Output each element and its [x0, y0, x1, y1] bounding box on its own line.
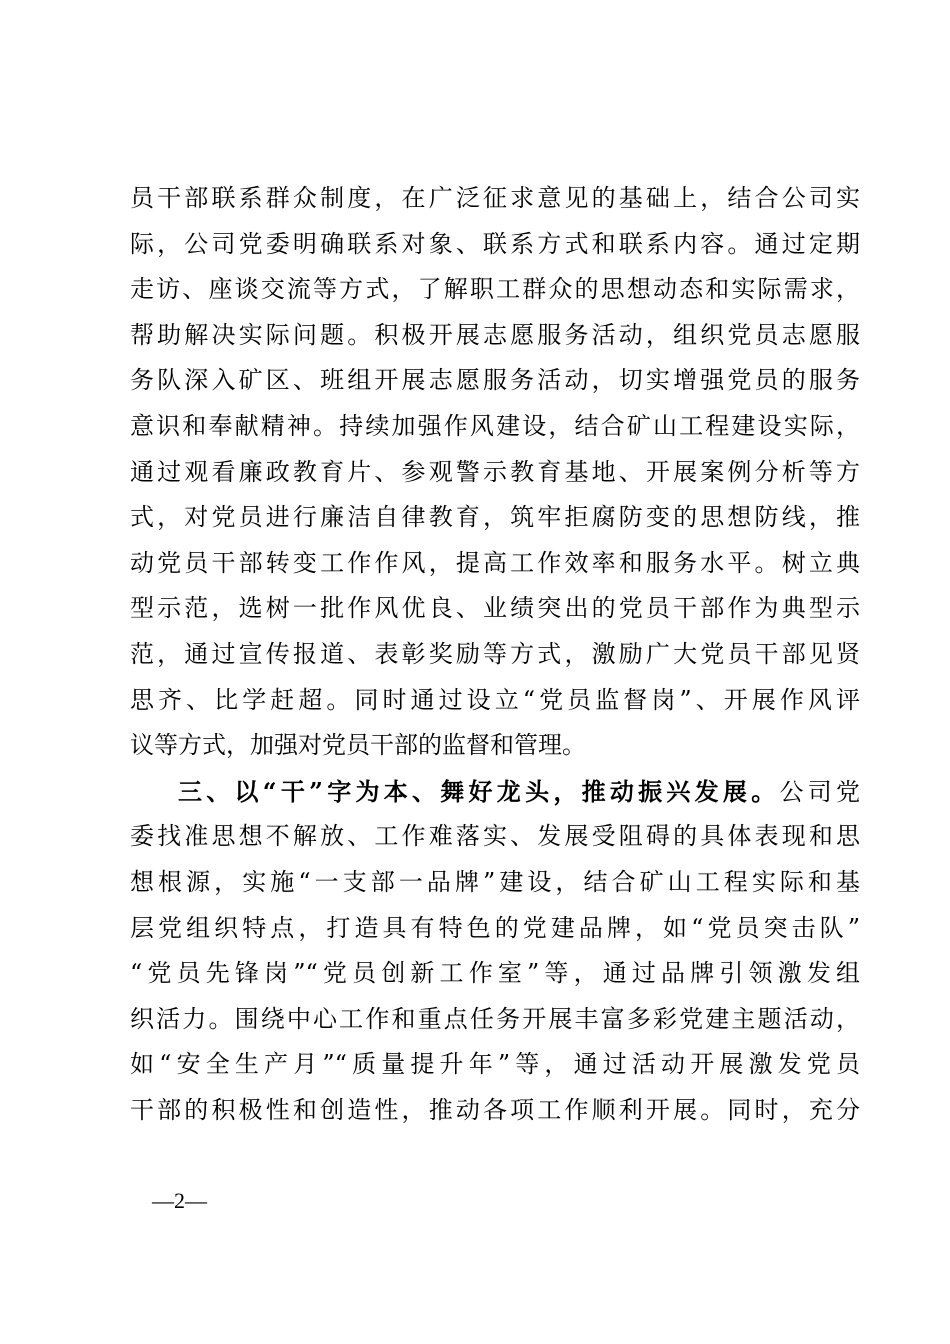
paragraph-1-line: 务队深入矿区、班组开展志愿服务活动，切实增强党员的服务	[130, 366, 860, 395]
paragraph-1-line: 际，公司党委明确联系对象、联系方式和联系内容。通过定期	[130, 229, 860, 258]
paragraph-1-line: 式，对党员进行廉洁自律教育，筑牢拒腐防变的思想防线，推	[130, 503, 860, 532]
paragraph-1-line: 议等方式，加强对党员干部的监督和管理。	[130, 731, 586, 760]
paragraph-1-line: 动党员干部转变工作作风，提高工作效率和服务水平。树立典	[130, 548, 860, 577]
paragraph-2-line: 干部的积极性和创造性，推动各项工作顺利开展。同时，充分	[130, 1095, 860, 1124]
paragraph-1-line: 思齐、比学赶超。同时通过设立“党员监督岗”、开展作风评	[130, 685, 860, 714]
paragraph-2-line: “党员先锋岗”“党员创新工作室”等，通过品牌引领激发组	[130, 959, 860, 988]
body-text	[130, 176, 860, 1133]
paragraph-1-line: 通过观看廉政教育片、参观警示教育基地、开展案例分析等方	[130, 457, 860, 486]
paragraph-1-line: 范，通过宣传报道、表彰奖励等方式，激励广大党员干部见贤	[130, 639, 860, 668]
section-heading: 三、以“干”字为本、舞好龙头，推动振兴发展。	[178, 776, 780, 806]
page-number: —2—	[152, 1188, 207, 1213]
paragraph-2-line: 织活力。围绕中心工作和重点任务开展丰富多彩党建主题活动，	[130, 1004, 860, 1033]
paragraph-2-text: 公司党	[779, 777, 861, 806]
paragraph-1-line: 走访、座谈交流等方式，了解职工群众的思想动态和实际需求，	[130, 275, 860, 304]
paragraph-1-line: 帮助解决实际问题。积极开展志愿服务活动，组织党员志愿服	[130, 320, 860, 349]
paragraph-2-line: 想根源，实施“一支部一品牌”建设，结合矿山工程实际和基	[130, 867, 860, 896]
paragraph-1-line: 型示范，选树一批作风优良、业绩突出的党员干部作为典型示	[130, 594, 860, 623]
paragraph-1-line: 员干部联系群众制度，在广泛征求意见的基础上，结合公司实	[130, 184, 860, 212]
paragraph-2-line: 层党组织特点，打造具有特色的党建品牌，如“党员突击队”	[130, 913, 860, 942]
paragraph-2-line: 委找准思想不解放、工作难落实、发展受阻碍的具体表现和思	[130, 822, 860, 851]
paragraph-2-line: 如“安全生产月”“质量提升年”等，通过活动开展激发党员	[130, 1050, 860, 1079]
paragraph-2-first-line	[130, 769, 860, 815]
paragraph-1-line: 意识和奉献精神。持续加强作风建设，结合矿山工程建设实际，	[130, 411, 860, 440]
